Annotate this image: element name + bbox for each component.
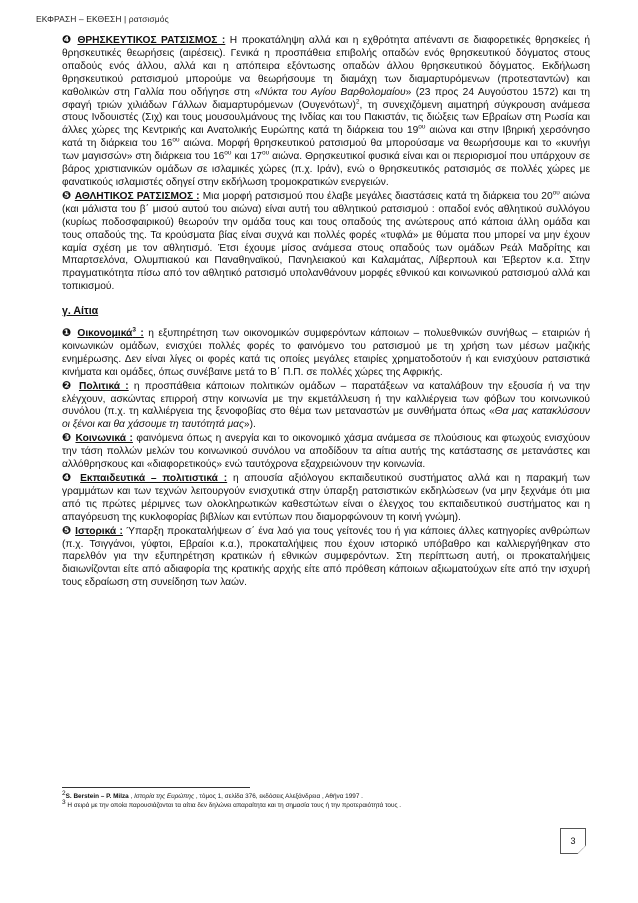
running-header: ΕΚΦΡΑΣΗ – ΕΚΘΕΣΗ | ρατσισμός	[36, 14, 169, 24]
paragraph-sports-racism: ❺ ΑΘΛΗΤΙΚΟΣ ΡΑΤΣΙΣΜΟΣ : Μια μορφή ρατσισμού που έλαβε μεγάλες διαστάσεις κατά τη διάρκεια του $20^{o\upsilon}$ αιώνα (και μάλιστα του β΄ μισού αυτού του αιώνα) είναι αυτή του αθλητικού ρατσισμού : οπαδοί ενός αθλητικού συλλόγου (κυρίως ποδοσφαιρικού) θεωρούν την ομάδα τους και τους οπαδούς της ανώτερους από κάποια άλλη ομάδα και τους οπαδούς της. Τα κρούσματα βίας είναι συχνά και πολλές φορές «τυφλά» με θύματα που μπορεί να μην έχουν καμία σχέση με τον αθλητισμό. Έτσι έχουμε μίσος ανάμεσα στους οπαδούς των ομάδων Ρεάλ Μαδρίτης και Μπαρτσελόνα, Ολυμπιακού και Παναθηναϊκού, Πανηλειακού και Καλαμάτας, Λίβερπουλ και Έβερτον κ.α. Στην πραγματικότητα πίσω από τον αθλητικό ρατσισμό υπολανθάνουν μορφές εθνικού και κοινωνικού ρατσισμού αλλά και τοπικισμού.	[62, 189, 590, 293]
heading-educational-cultural: Εκπαιδευτικά – πολιτιστικά :	[80, 473, 228, 484]
footnote-2: $^2$S. Berstein – P. Milza , Ιστορία της Ευρώπης , τόμος 1, σελίδα 376, εκδόσεις Αλεξάνδρεια , Αθήνα 1997 .	[62, 789, 363, 800]
footnote-divider	[62, 787, 250, 788]
heading-historical: Ιστορικά :	[75, 525, 123, 537]
cause-political: ❷ Πολιτικά : η προσπάθεια κάποιων πολιτικών ομάδων – παρατάξεων να καταλάβουν την εξουσία ή να την ελέγχουν, ασκώντας επιρροή στην κοινωνία με την εκμετάλλευση ή την καλλιέργεια των φόβων του κοινωνικού συνόλου (π.χ. τη καλλιέργεια της ξενοφοβίας στο θέμα των μεταναστών με συνθήματα όπως «Θα μας κατακλύσουν οι ξένοι και θα χάσουμε τη ταυτότητά μας»).	[62, 379, 590, 431]
heading-sports-racism: ΑΘΛΗΤΙΚΟΣ ΡΑΤΣΙΣΜΟΣ :	[74, 190, 200, 202]
number-1-icon: ❶	[62, 327, 73, 340]
heading-social: Κοινωνικά :	[75, 433, 133, 445]
footnote-3: $^3$ Η σειρά με την οποία παρουσιάζονται τα αίτια δεν δηλώνει απαραίτητα και τη σημασία τους ή την προτεραιότητά τους .	[62, 798, 402, 809]
cause-economic: ❶ Οικονομικά$^3$ : η εξυπηρέτηση των οικονομικών συμφερόντων κάποιων – πολυεθνικών συνήθως – εταιριών ή κοινωνικών ομάδων, ενισχύει πολλές φορές το φαινόμενο του ρατσισμού με τη χρήση των μέσων μαζικής ενημέρωσης. Δεν είναι λίγες οι φορές κατά τις οποίες μεγάλες εταιρίες χρηματοδοτούν ή και ενισχύουν ρατσιστικά κινήματα και ομάδες, όπως συνέβαινε μετά το Β΄ Π.Π. σε πολλές χώρες της Αφρικής.	[62, 326, 590, 378]
number-5-icon: ❺	[62, 189, 72, 202]
paragraph-religious-racism: ❹ ΘΡΗΣΚΕΥΤΙΚΟΣ ΡΑΤΣΙΣΜΟΣ : Η προκατάληψη αλλά και η εχθρότητα απέναντι σε διαφορετικές θρησκείες ή θρησκευτικές θεωρήσεις (αιρέσεις). Γενικά η προσπάθεια επιβολής οπαδών ενός θρησκευτικού δόγματος στους οπαδούς ενός άλλου, αλλά και η απόπειρα εξόντωσης οπαδών άλλου θρησκευτικού δόγματος. Εκδήλωση θρησκευτικού ρατσισμού μπορούμε να θεωρήσουμε τη διαμάχη των διαμαρτυρόμενων (προτεσταντών) και καθολικών στη Γαλλία που οδήγησε στη «Νύκτα του Αγίου Βαρθολομαίου» (23 προς 24 Αυγούστου 1572) και τη σφαγή τριών χιλιάδων Γάλλων διαμαρτυρόμενων $(O\upsilon\gamma\varepsilon\nu ό\tau\omega\nu)^2$, τη συνεχιζόμενη αιματηρή σύγκρουση ανάμεσα στους Ινδουιστές (Σιχ) και τους μουσουλμάνους της Ινδίας και του Πακιστάν, τις διώξεις των Εβραίων στη Ρωσία και άλλες χώρες της Κεντρικής και Ανατολικής Ευρώπης κατά τη διάρκεια του $19^{o\upsilon}$ αιώνα και στην Ιβηρική χερσόνησο κατά τη διάρκεια του $16^{o\upsilon}$ αιώνα. Μορφή θρησκευτικού ρατσισμού θα μπορούσαμε να θεωρήσουμε και το «κυνήγι των μαγισσών» στη διάρκεια του $16^{o\upsilon}$ και $17^{o\upsilon}$ αιώνα. Θρησκευτικοί φυσικά είναι και οι περιορισμοί που υπάρχουν σε βάρος χριστιανικών ομάδων σε ισλαμικές χώρες (π.χ. Ιράν), ενώ ο θρησκευτικός ρατσισμός σε πολλές χώρες με φανατικούς ισλαμιστές οδηγεί στην εκδήλωση τρομοκρατικών ενεργειών.	[62, 34, 591, 188]
heading-economic: Οικονομικά$^3$ :	[77, 326, 144, 340]
number-5-icon: ❺	[62, 524, 72, 537]
number-4-icon: ❹	[62, 472, 75, 484]
page-number: 3	[570, 836, 576, 846]
heading-religious-racism: ΘΡΗΣΚΕΥΤΙΚΟΣ ΡΑΤΣΙΣΜΟΣ :	[77, 35, 226, 46]
document-body	[62, 34, 590, 590]
footnote-ref-3[interactable]: 3	[132, 326, 136, 334]
heading-political: Πολιτικά :	[78, 380, 129, 392]
footnote-ref-2[interactable]: 2	[355, 98, 360, 106]
page-number-box	[560, 828, 586, 854]
cause-historical: ❺ Ιστορικά : Ύπαρξη προκαταλήψεων σ΄ ένα λαό για τους γείτονές του ή για κάποιες άλλες κατηγορίες ανθρώπων (π.χ. Τσιγγάνοι, γύφτοι, Εβραίοι κ.α.), προκαταλήψεις που έχουν ιστορικό υπόβαθρο και καλλιεργήθηκαν στο παρελθόν για την εξυπηρέτηση κρατικών ή εθνικών συμφερόντων. Στη περίπτωση αυτή, οι προκαταλήψεις διαιωνίζονται είτε από αδιαφορία της κρατικής αρχής είτε από πρόθεση κάποιων αξιωματούχων είτε από την ισχυρή τους εδραίωση στη συνείδηση των λαών.	[62, 524, 590, 589]
number-2-icon: ❷	[62, 379, 74, 392]
cause-educational-cultural: ❹ Εκπαιδευτικά – πολιτιστικά : η απουσία αξιόλογου εκπαιδευτικού συστήματος αλλά και η παρακμή των γραμμάτων και των τεχνών λειτουργούν ενισχυτικά στην ύπαρξη ρατσιστικών εκδηλώσεων (να μην ξεχνάμε ότι μια από τις πρώτες μέριμνες των ολοκληρωτικών καθεστώτων είναι ο έλεγχος του εκπαιδευτικού συστήματος και η απαγόρευση της κυκλοφορίας βιβλίων και εντύπων που διαμορφώνουν τη κοινή γνώμη).	[62, 472, 590, 523]
cause-social: ❸ Κοινωνικά : φαινόμενα όπως η ανεργία και το οικονομικό χάσμα ανάμεσα σε πλούσιους και φτωχούς ενισχύουν την τάση πολλών μελών του κοινωνικού συνόλου να αποδίδουν τα αίτια αυτής της κατάστασης σε μετανάστες και αλλόθρησκους και «διαφορετικούς» ενώ ταυτόχρονα εξαχρειώνουν την κοινωνία.	[62, 432, 590, 471]
section-title-causes: γ. Αίτια	[62, 305, 99, 318]
number-3-icon: ❸	[62, 432, 72, 445]
number-4-icon: ❹	[62, 34, 73, 46]
